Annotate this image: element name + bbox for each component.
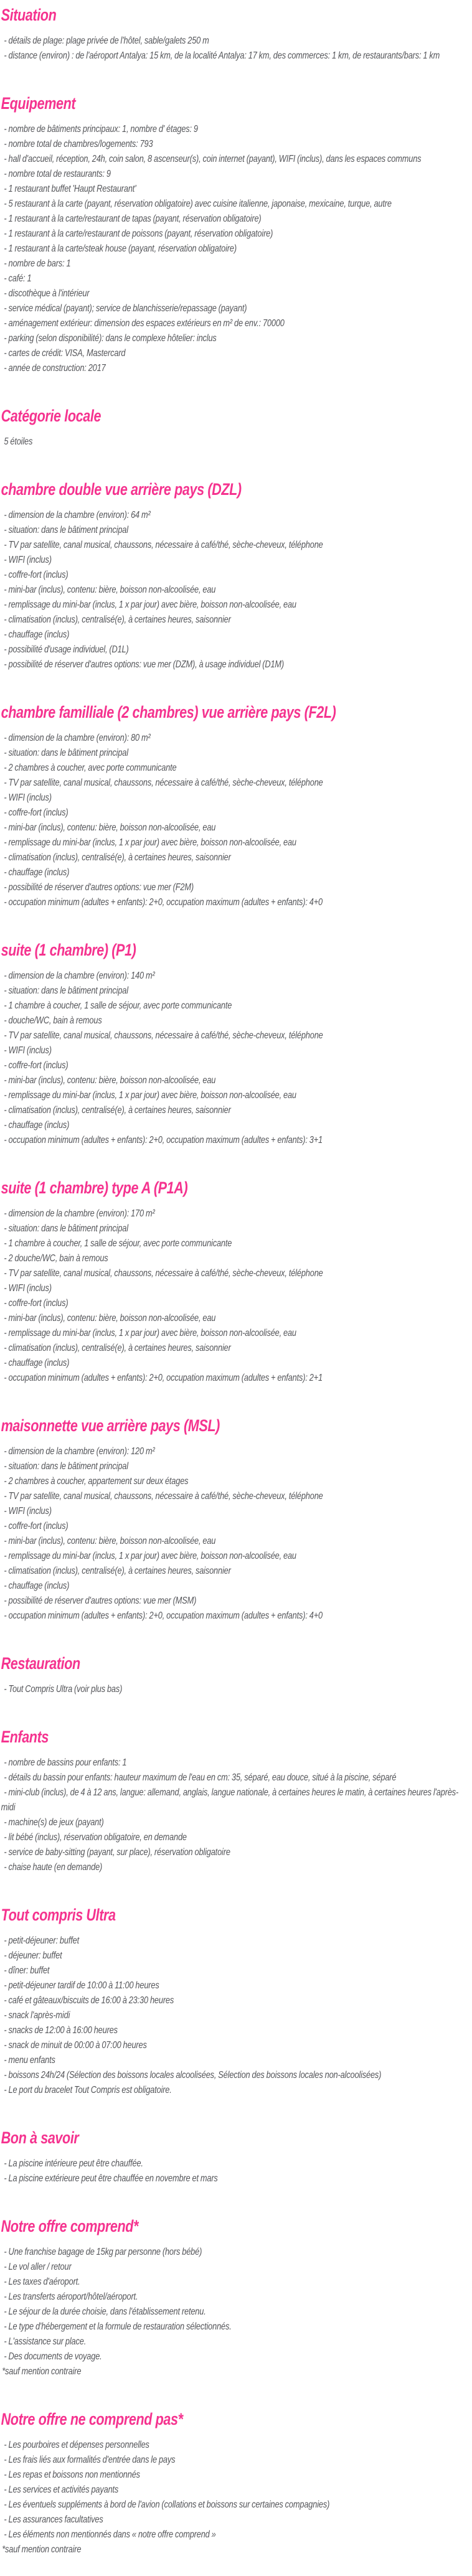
detail-line: - climatisation (inclus), centralisé(e), à certaines heures, saisonnier: [4, 1105, 231, 1116]
detail-line: - aménagement extérieur: dimension des espaces extérieurs en m² de env.: 70000: [4, 318, 285, 329]
detail-line: - situation: dans le bâtiment principal: [4, 525, 128, 535]
section-title-notre-offre-comprend: Notre offre comprend*: [1, 2217, 139, 2235]
detail-line: - climatisation (inclus), centralisé(e), à certaines heures, saisonnier: [4, 1343, 231, 1353]
section-title-bon-a-savoir: Bon à savoir: [1, 2128, 79, 2147]
detail-line: - cartes de crédit: VISA, Mastercard: [4, 348, 126, 359]
detail-line: - WIFI (inclus): [4, 1045, 52, 1056]
section-notre-offre-ne-comprend-pas: [1, 2409, 472, 2557]
section-title-notre-offre-ne-comprend-pas: Notre offre ne comprend pas*: [1, 2410, 183, 2428]
detail-line: - Les transferts aéroport/hôtel/aéroport.: [4, 2292, 138, 2302]
detail-line: - hall d'accueil, réception, 24h, coin salon, 8 ascenseur(s), coin internet (payant), WIFI (inclus), dans les espaces communs: [4, 154, 422, 164]
section-title-restauration: Restauration: [1, 1654, 80, 1673]
detail-line: - occupation minimum (adultes + enfants): 2+0, occupation maximum (adultes + enfants): 3+1: [4, 1135, 323, 1145]
detail-line: - nombre de bâtiments principaux: 1, nombre d' étages: 9: [4, 124, 198, 134]
section-chambre-double-dzl: [1, 479, 472, 672]
detail-line: - chauffage (inclus): [4, 1581, 70, 1591]
detail-line: - déjeuner: buffet: [4, 1950, 62, 1961]
footnote-line: *sauf mention contraire: [2, 2544, 82, 2555]
section-title-maisonnette-msl: maisonnette vue arrière pays (MSL): [1, 1416, 220, 1435]
section-suite-p1a: [1, 1178, 472, 1386]
detail-line: - climatisation (inclus), centralisé(e), à certaines heures, saisonnier: [4, 614, 231, 625]
detail-line: - 2 douche/WC, bain à remous: [4, 1253, 108, 1264]
detail-line: - 1 chambre à coucher, 1 salle de séjour, avec porte communicante: [4, 1238, 232, 1249]
detail-line: - dimension de la chambre (environ): 120 m²: [4, 1446, 155, 1457]
section-title-tout-compris-ultra: Tout compris Ultra: [1, 1906, 116, 1924]
section-title-enfants: Enfants: [1, 1728, 49, 1746]
detail-line: - WIFI (inclus): [4, 1283, 52, 1294]
detail-line: - coffre-fort (inclus): [4, 807, 68, 818]
detail-line: - 1 chambre à coucher, 1 salle de séjour, avec porte communicante: [4, 1000, 232, 1011]
detail-line: - Les frais liés aux formalités d'entrée dans le pays: [4, 2455, 176, 2465]
detail-line: - dîner: buffet: [4, 1965, 50, 1976]
detail-line: - occupation minimum (adultes + enfants): 2+0, occupation maximum (adultes + enfants): 4+0: [4, 897, 323, 908]
detail-line: - année de construction: 2017: [4, 363, 106, 374]
detail-line: - 5 restaurant à la carte (payant, réservation obligatoire) avec cuisine italienne, japonaise, mexicaine, turque, autre: [4, 199, 392, 209]
detail-line: - snack de minuit de 00:00 à 07:00 heures: [4, 2040, 147, 2051]
detail-line: - 2 chambres à coucher, avec porte communicante: [4, 763, 177, 773]
sections: [1, 5, 472, 2557]
detail-line: - parking (selon disponibilité): dans le complexe hôtelier: inclus: [4, 333, 217, 344]
footnote-line: *sauf mention contraire: [2, 2366, 82, 2377]
detail-line: - Le type d'hébergement et la formule de restauration sélectionnés.: [4, 2321, 232, 2332]
detail-line: - Les éléments non mentionnés dans « notre offre comprend »: [4, 2529, 216, 2540]
detail-line: - remplissage du mini-bar (inclus, 1 x par jour) avec bière, boisson non-alcoolisée, eau: [4, 1090, 296, 1101]
detail-line: - situation: dans le bâtiment principal: [4, 748, 128, 758]
detail-line: - coffre-fort (inclus): [4, 1521, 68, 1531]
detail-line: - L'assistance sur place.: [4, 2336, 87, 2347]
section-title-suite-p1a: suite (1 chambre) type A (P1A): [1, 1178, 188, 1197]
detail-line: - mini-bar (inclus), contenu: bière, boisson non-alcoolisée, eau: [4, 1313, 216, 1323]
detail-line: - nombre total de chambres/logements: 793: [4, 139, 153, 149]
detail-line: - La piscine intérieure peut être chauffée.: [4, 2158, 143, 2169]
detail-line: - détails de plage: plage privée de l'hôtel, sable/galets 250 m: [4, 35, 209, 46]
detail-line: - remplissage du mini-bar (inclus, 1 x par jour) avec bière, boisson non-alcoolisée, eau: [4, 837, 296, 848]
detail-line: - remplissage du mini-bar (inclus, 1 x par jour) avec bière, boisson non-alcoolisée, eau: [4, 1551, 296, 1561]
detail-line: - 2 chambres à coucher, appartement sur deux étages: [4, 1476, 189, 1487]
detail-line: - petit-déjeuner tardif de 10:00 à 11:00 heures: [4, 1980, 159, 1991]
detail-line: - lit bébé (inclus), réservation obligatoire, en demande: [4, 1832, 187, 1843]
detail-line: - boissons 24h/24 (Sélection des boissons locales alcoolisées, Sélection des boissons locales non-alcoolisées): [4, 2070, 382, 2080]
detail-line: - climatisation (inclus), centralisé(e), à certaines heures, saisonnier: [4, 852, 231, 863]
detail-line: - mini-bar (inclus), contenu: bière, boisson non-alcoolisée, eau: [4, 1075, 216, 1086]
detail-line: - machine(s) de jeux (payant): [4, 1817, 104, 1828]
detail-line: - Tout Compris Ultra (voir plus bas): [4, 1684, 123, 1695]
section-bon-a-savoir: [1, 2128, 472, 2186]
detail-line: - nombre total de restaurants: 9: [4, 169, 111, 179]
detail-line: - distance (environ) : de l'aéroport Antalya: 15 km, de la localité Antalya: 17 km, des commerces: 1 km, de restaurants/bars: 1 km: [4, 50, 440, 61]
detail-line: - dimension de la chambre (environ): 80 m²: [4, 733, 151, 743]
detail-line: - WIFI (inclus): [4, 792, 52, 803]
section-title-chambre-double-dzl: chambre double vue arrière pays (DZL): [1, 480, 242, 499]
detail-line: - café et gâteaux/biscuits de 16:00 à 23:30 heures: [4, 1995, 174, 2006]
detail-line: - 1 restaurant à la carte/restaurant de tapas (payant, réservation obligatoire): [4, 214, 262, 224]
detail-line: - service médical (payant); service de blanchisserie/repassage (payant): [4, 303, 247, 314]
detail-line: - TV par satellite, canal musical, chaussons, nécessaire à café/thé, sèche-cheveux, téléphone: [4, 540, 323, 550]
detail-line: - coffre-fort (inclus): [4, 1060, 68, 1071]
detail-line: - climatisation (inclus), centralisé(e), à certaines heures, saisonnier: [4, 1566, 231, 1576]
detail-line: - douche/WC, bain à remous: [4, 1015, 102, 1026]
detail-line: - chauffage (inclus): [4, 867, 70, 878]
section-situation: [1, 5, 472, 63]
detail-line: - chauffage (inclus): [4, 629, 70, 640]
detail-line: - snack l'après-midi: [4, 2010, 70, 2021]
detail-line: - chauffage (inclus): [4, 1120, 70, 1131]
detail-line: - remplissage du mini-bar (inclus, 1 x par jour) avec bière, boisson non-alcoolisée, eau: [4, 599, 296, 610]
detail-line: - coffre-fort (inclus): [4, 570, 68, 580]
detail-line: - mini-club (inclus), de 4 à 12 ans, langue: allemand, anglais, langue nationale, à certaines heures le matin, à certaines heures l'après-midi: [1, 1787, 459, 1813]
detail-line: - nombre de bars: 1: [4, 258, 71, 269]
detail-line: - possibilité de réserver d'autres options: vue mer (DZM), à usage individuel (D1M): [4, 659, 285, 670]
detail-line: - Les taxes d'aéroport.: [4, 2277, 80, 2287]
detail-line: - situation: dans le bâtiment principal: [4, 1223, 128, 1234]
detail-line: - chaise haute (en demande): [4, 1862, 103, 1873]
detail-line: - mini-bar (inclus), contenu: bière, boisson non-alcoolisée, eau: [4, 585, 216, 595]
detail-line: - TV par satellite, canal musical, chaussons, nécessaire à café/thé, sèche-cheveux, téléphone: [4, 1491, 323, 1502]
detail-line: - possibilité d'usage individuel, (D1L): [4, 644, 129, 655]
detail-line: - 1 restaurant buffet 'Haupt Restaurant': [4, 184, 136, 194]
detail-line: - Les éventuels suppléments à bord de l'avion (collations et boissons sur certaines compagnies): [4, 2499, 330, 2510]
detail-line: - Une franchise bagage de 15kg par personne (hors bébé): [4, 2247, 202, 2257]
section-title-categorie-locale: Catégorie locale: [1, 407, 101, 425]
detail-line: - TV par satellite, canal musical, chaussons, nécessaire à café/thé, sèche-cheveux, téléphone: [4, 1030, 323, 1041]
detail-line: - possibilité de réserver d'autres options: vue mer (MSM): [4, 1596, 197, 1606]
section-tout-compris-ultra: [1, 1905, 472, 2098]
detail-line: - 1 restaurant à la carte/steak house (payant, réservation obligatoire): [4, 243, 237, 254]
section-chambre-familliale-f2l: [1, 702, 472, 910]
detail-line: - mini-bar (inclus), contenu: bière, boisson non-alcoolisée, eau: [4, 822, 216, 833]
detail-line: - possibilité de réserver d'autres options: vue mer (F2M): [4, 882, 194, 893]
detail-line: - Les assurances facultatives: [4, 2514, 103, 2525]
detail-line: - dimension de la chambre (environ): 64 m²: [4, 510, 151, 520]
section-title-situation: Situation: [1, 6, 57, 24]
detail-line: - coffre-fort (inclus): [4, 1298, 68, 1309]
detail-line: 5 étoiles: [4, 436, 33, 447]
detail-line: - remplissage du mini-bar (inclus, 1 x par jour) avec bière, boisson non-alcoolisée, eau: [4, 1328, 296, 1338]
detail-line: - Le port du bracelet Tout Compris est obligatoire.: [4, 2085, 172, 2095]
section-equipement: [1, 93, 472, 376]
detail-line: - Les repas et boissons non mentionnés: [4, 2470, 140, 2480]
section-enfants: [1, 1727, 472, 1875]
detail-line: - Le séjour de la durée choisie, dans l'établissement retenu.: [4, 2306, 206, 2317]
detail-line: - menu enfants: [4, 2055, 55, 2066]
section-notre-offre-comprend: [1, 2216, 472, 2379]
detail-line: - occupation minimum (adultes + enfants): 2+0, occupation maximum (adultes + enfants): 2+1: [4, 1373, 323, 1383]
section-title-equipement: Equipement: [1, 94, 76, 113]
detail-line: - situation: dans le bâtiment principal: [4, 985, 128, 996]
detail-line: - WIFI (inclus): [4, 555, 52, 565]
detail-line: - service de baby-sitting (payant, sur place), réservation obligatoire: [4, 1847, 230, 1858]
detail-line: - WIFI (inclus): [4, 1506, 52, 1516]
detail-line: - petit-déjeuner: buffet: [4, 1935, 79, 1946]
detail-line: - TV par satellite, canal musical, chaussons, nécessaire à café/thé, sèche-cheveux, téléphone: [4, 1268, 323, 1279]
detail-line: - La piscine extérieure peut être chauffée en novembre et mars: [4, 2173, 218, 2184]
detail-line: - Les pourboires et dépenses personnelles: [4, 2440, 149, 2450]
section-categorie-locale: [1, 406, 472, 449]
detail-line: - Les services et activités payants: [4, 2484, 119, 2495]
detail-line: - discothèque à l'intérieur: [4, 288, 90, 299]
detail-line: - dimension de la chambre (environ): 140 m²: [4, 971, 155, 981]
section-maisonnette-msl: [1, 1416, 472, 1624]
section-title-chambre-familliale-f2l: chambre familliale (2 chambres) vue arrière pays (F2L): [1, 703, 336, 722]
detail-line: - Le vol aller / retour: [4, 2262, 72, 2272]
detail-line: - nombre de bassins pour enfants: 1: [4, 1757, 127, 1768]
section-suite-p1: [1, 940, 472, 1148]
detail-line: - chauffage (inclus): [4, 1358, 70, 1368]
detail-line: - occupation minimum (adultes + enfants): 2+0, occupation maximum (adultes + enfants): 4+0: [4, 1610, 323, 1621]
section-restauration: [1, 1653, 472, 1697]
detail-line: - détails du bassin pour enfants: hauteur maximum de l'eau en cm: 35, séparé, eau douce, situé à la piscine, séparé: [4, 1772, 397, 1783]
detail-line: - Des documents de voyage.: [4, 2351, 102, 2362]
detail-line: - situation: dans le bâtiment principal: [4, 1461, 128, 1472]
detail-line: - TV par satellite, canal musical, chaussons, nécessaire à café/thé, sèche-cheveux, téléphone: [4, 778, 323, 788]
detail-line: - 1 restaurant à la carte/restaurant de poissons (payant, réservation obligatoire): [4, 228, 273, 239]
detail-line: - mini-bar (inclus), contenu: bière, boisson non-alcoolisée, eau: [4, 1536, 216, 1546]
section-title-suite-p1: suite (1 chambre) (P1): [1, 941, 136, 959]
detail-line: - snacks de 12:00 à 16:00 heures: [4, 2025, 118, 2036]
detail-line: - dimension de la chambre (environ): 170 m²: [4, 1208, 155, 1219]
detail-line: - café: 1: [4, 273, 32, 284]
